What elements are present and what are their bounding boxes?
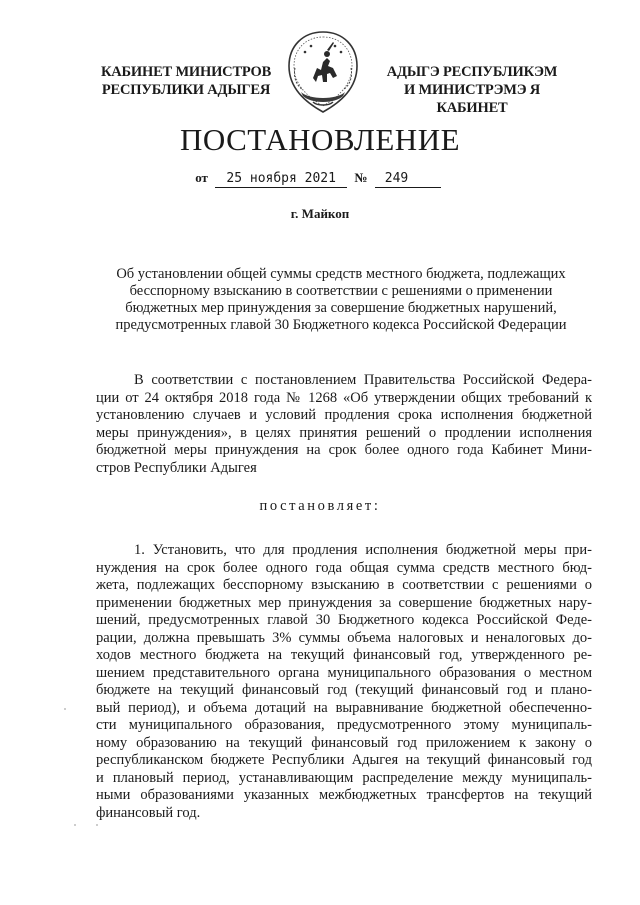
scan-speck bbox=[64, 708, 66, 710]
issuer-name-russian bbox=[98, 63, 274, 99]
paragraph-line: ному образованию на текущий финансовый год приложением к закону о bbox=[96, 734, 592, 751]
paragraph-line: шением представительного органа муниципального образования о местном bbox=[96, 664, 592, 681]
issuer-name-line: И МИНИСТРЭМЭ Я КАБИНЕТ bbox=[403, 82, 541, 116]
scan-speck bbox=[74, 824, 76, 826]
title-line: бесспорному взысканию в соответствии с решениями о применении bbox=[129, 283, 553, 299]
resolves-heading: постановляет: bbox=[259, 498, 381, 514]
paragraph-line: стров Республики Адыгея bbox=[96, 459, 257, 476]
paragraph-line: ходов местного бюджета на текущий финансовый год, утвержденного ре- bbox=[96, 647, 592, 663]
document-title bbox=[90, 266, 592, 334]
title-line: Об установлении общей суммы средств местного бюджета, подлежащих bbox=[116, 266, 566, 282]
date-label: от bbox=[195, 170, 208, 185]
paragraph-line: установлению случаев и условий продления срока исполнения бюджетной bbox=[96, 407, 592, 423]
preamble-paragraph bbox=[96, 372, 592, 477]
scan-speck bbox=[96, 824, 98, 826]
paragraph-line: сти муниципального образования, предусмотренного этому муниципаль- bbox=[96, 717, 592, 733]
document-number: 249 bbox=[375, 171, 441, 188]
paragraph-line: бюджетной меры принуждения на срок более одного года Кабинет Мини- bbox=[96, 442, 592, 458]
issuer-name-line: КАБИНЕТ МИНИСТРОВ bbox=[100, 64, 272, 80]
adygea-coat-of-arms-icon bbox=[283, 28, 363, 116]
title-line: бюджетных мер принуждения за совершение бюджетных нарушений, bbox=[125, 300, 557, 316]
paragraph-line: меры принуждения», в целях принятия решений о продлении исполнения bbox=[96, 424, 592, 441]
paragraph-line: ными образованиями указанных межбюджетных трансфертов на текущий bbox=[96, 787, 592, 803]
paragraph-line: нуждения на срок более одного года общая сумма средств местного бюд- bbox=[96, 559, 592, 576]
paragraph-line: вый период), и объема дотаций на выравнивание бюджетной обеспеченно- bbox=[96, 699, 592, 716]
item-1-paragraph bbox=[96, 542, 592, 822]
document-date: 25 ноября 2021 bbox=[215, 171, 347, 188]
paragraph-line: республиканском бюджете Республики Адыгея на текущий финансовый год bbox=[96, 752, 592, 768]
document-type-heading: ПОСТАНОВЛЕНИЕ bbox=[179, 122, 461, 157]
title-line: предусмотренных главой 30 Бюджетного кодекса Российской Федерации bbox=[115, 317, 567, 333]
paragraph-line: жета, подлежащих бесспорному взысканию в соответствии с решениями о bbox=[96, 577, 592, 593]
issuer-name-line: АДЫГЭ РЕСПУБЛИКЭМ bbox=[386, 64, 558, 80]
number-label: № bbox=[354, 170, 368, 185]
paragraph-line: применении бюджетных мер принуждения за совершение бюджетных нару- bbox=[96, 594, 592, 611]
paragraph-line: бюджете на текущий финансовый год (текущий финансовый год и плано- bbox=[96, 682, 592, 698]
issuer-name-adyghe bbox=[368, 63, 576, 117]
paragraph-line: и плановый период, устанавливающим распределение между муниципаль- bbox=[96, 769, 592, 786]
document-date-number-line bbox=[0, 170, 640, 188]
paragraph-line: финансовый год. bbox=[96, 804, 201, 821]
paragraph-line: В соответствии с постановлением Правительства Российской Федера- bbox=[134, 372, 592, 388]
paragraph-line: шений, предусмотренных главой 30 Бюджетного кодекса Российской Феде- bbox=[96, 612, 592, 628]
issuer-name-line: РЕСПУБЛИКИ АДЫГЕЯ bbox=[101, 82, 271, 98]
paragraph-line: ции от 24 октября 2018 года № 1268 «Об утверждении общих требований к bbox=[96, 389, 592, 406]
paragraph-line: рации, должна превышать 3% суммы объема налоговых и неналоговых до- bbox=[96, 629, 592, 646]
document-city: г. Майкоп bbox=[290, 206, 350, 221]
paragraph-line: 1. Установить, что для продления исполнения бюджетной меры при- bbox=[134, 542, 592, 558]
